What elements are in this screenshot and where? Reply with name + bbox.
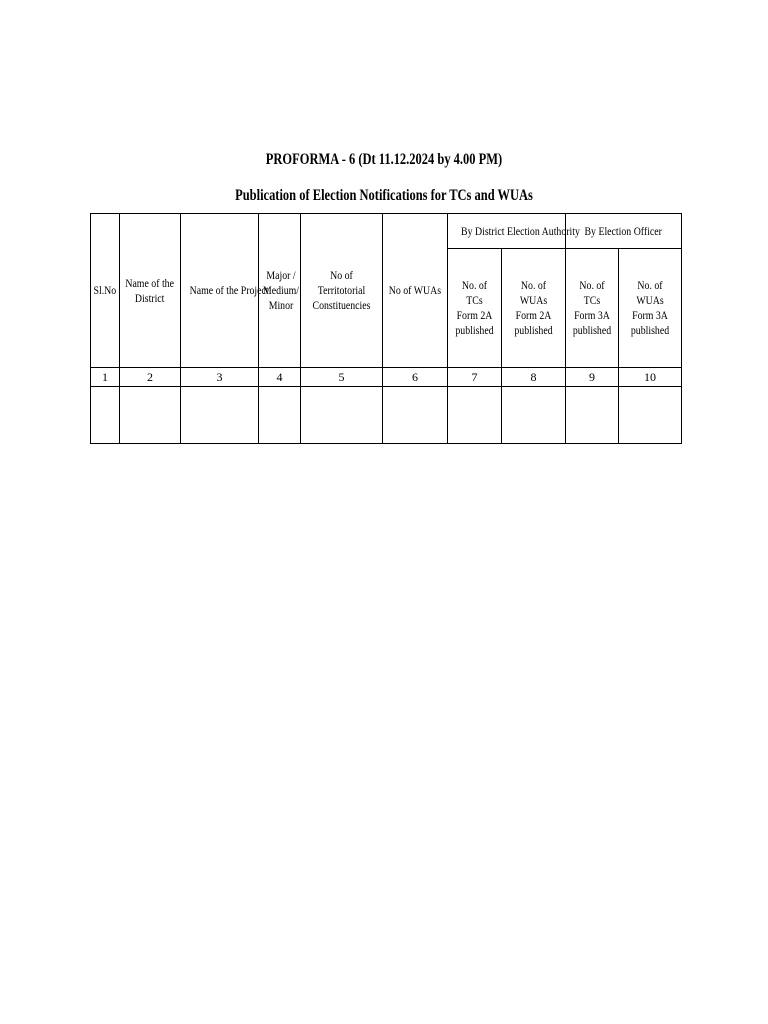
header-territorial-constituencies: No of Territotorial Constituencies	[301, 214, 383, 368]
data-cell	[301, 387, 383, 444]
column-number: 1	[91, 368, 120, 387]
data-cell	[120, 387, 181, 444]
header-project: Name of the Project	[181, 214, 259, 368]
column-number: 4	[259, 368, 301, 387]
column-number: 6	[383, 368, 448, 387]
header-tcs-form-3a: No. of TCs Form 3A published	[566, 249, 619, 368]
column-number: 8	[502, 368, 566, 387]
header-district: Name of the District	[120, 214, 181, 368]
data-cell	[259, 387, 301, 444]
column-number: 10	[619, 368, 682, 387]
column-number: 2	[120, 368, 181, 387]
data-cell	[502, 387, 566, 444]
page-title: PROFORMA - 6 (Dt 11.12.2024 by 4.00 PM)	[265, 151, 503, 168]
header-sl-no: Sl.No	[91, 214, 120, 368]
header-row-group	[91, 214, 682, 249]
column-number: 9	[566, 368, 619, 387]
data-cell	[91, 387, 120, 444]
page-subtitle: Publication of Election Notifications for TCs and WUAs	[235, 187, 533, 204]
data-cell	[448, 387, 502, 444]
header-wuas-form-3a: No. of WUAs Form 3A published	[619, 249, 682, 368]
column-number: 7	[448, 368, 502, 387]
data-cell	[383, 387, 448, 444]
header-wuas-form-2a: No. of WUAs Form 2A published	[502, 249, 566, 368]
table-row	[91, 387, 682, 444]
column-number: 5	[301, 368, 383, 387]
header-group-election-officer: By Election Officer	[566, 214, 682, 249]
header-major-medium-minor: Major / Medium/ Minor	[259, 214, 301, 368]
header-no-of-wuas: No of WUAs	[383, 214, 448, 368]
column-number: 3	[181, 368, 259, 387]
data-cell	[566, 387, 619, 444]
header-tcs-form-2a: No. of TCs Form 2A published	[448, 249, 502, 368]
header-group-district-election-authority: By District Election Authority	[448, 214, 566, 249]
column-number-row	[91, 368, 682, 387]
data-cell	[619, 387, 682, 444]
data-cell	[181, 387, 259, 444]
proforma-table	[90, 213, 682, 444]
